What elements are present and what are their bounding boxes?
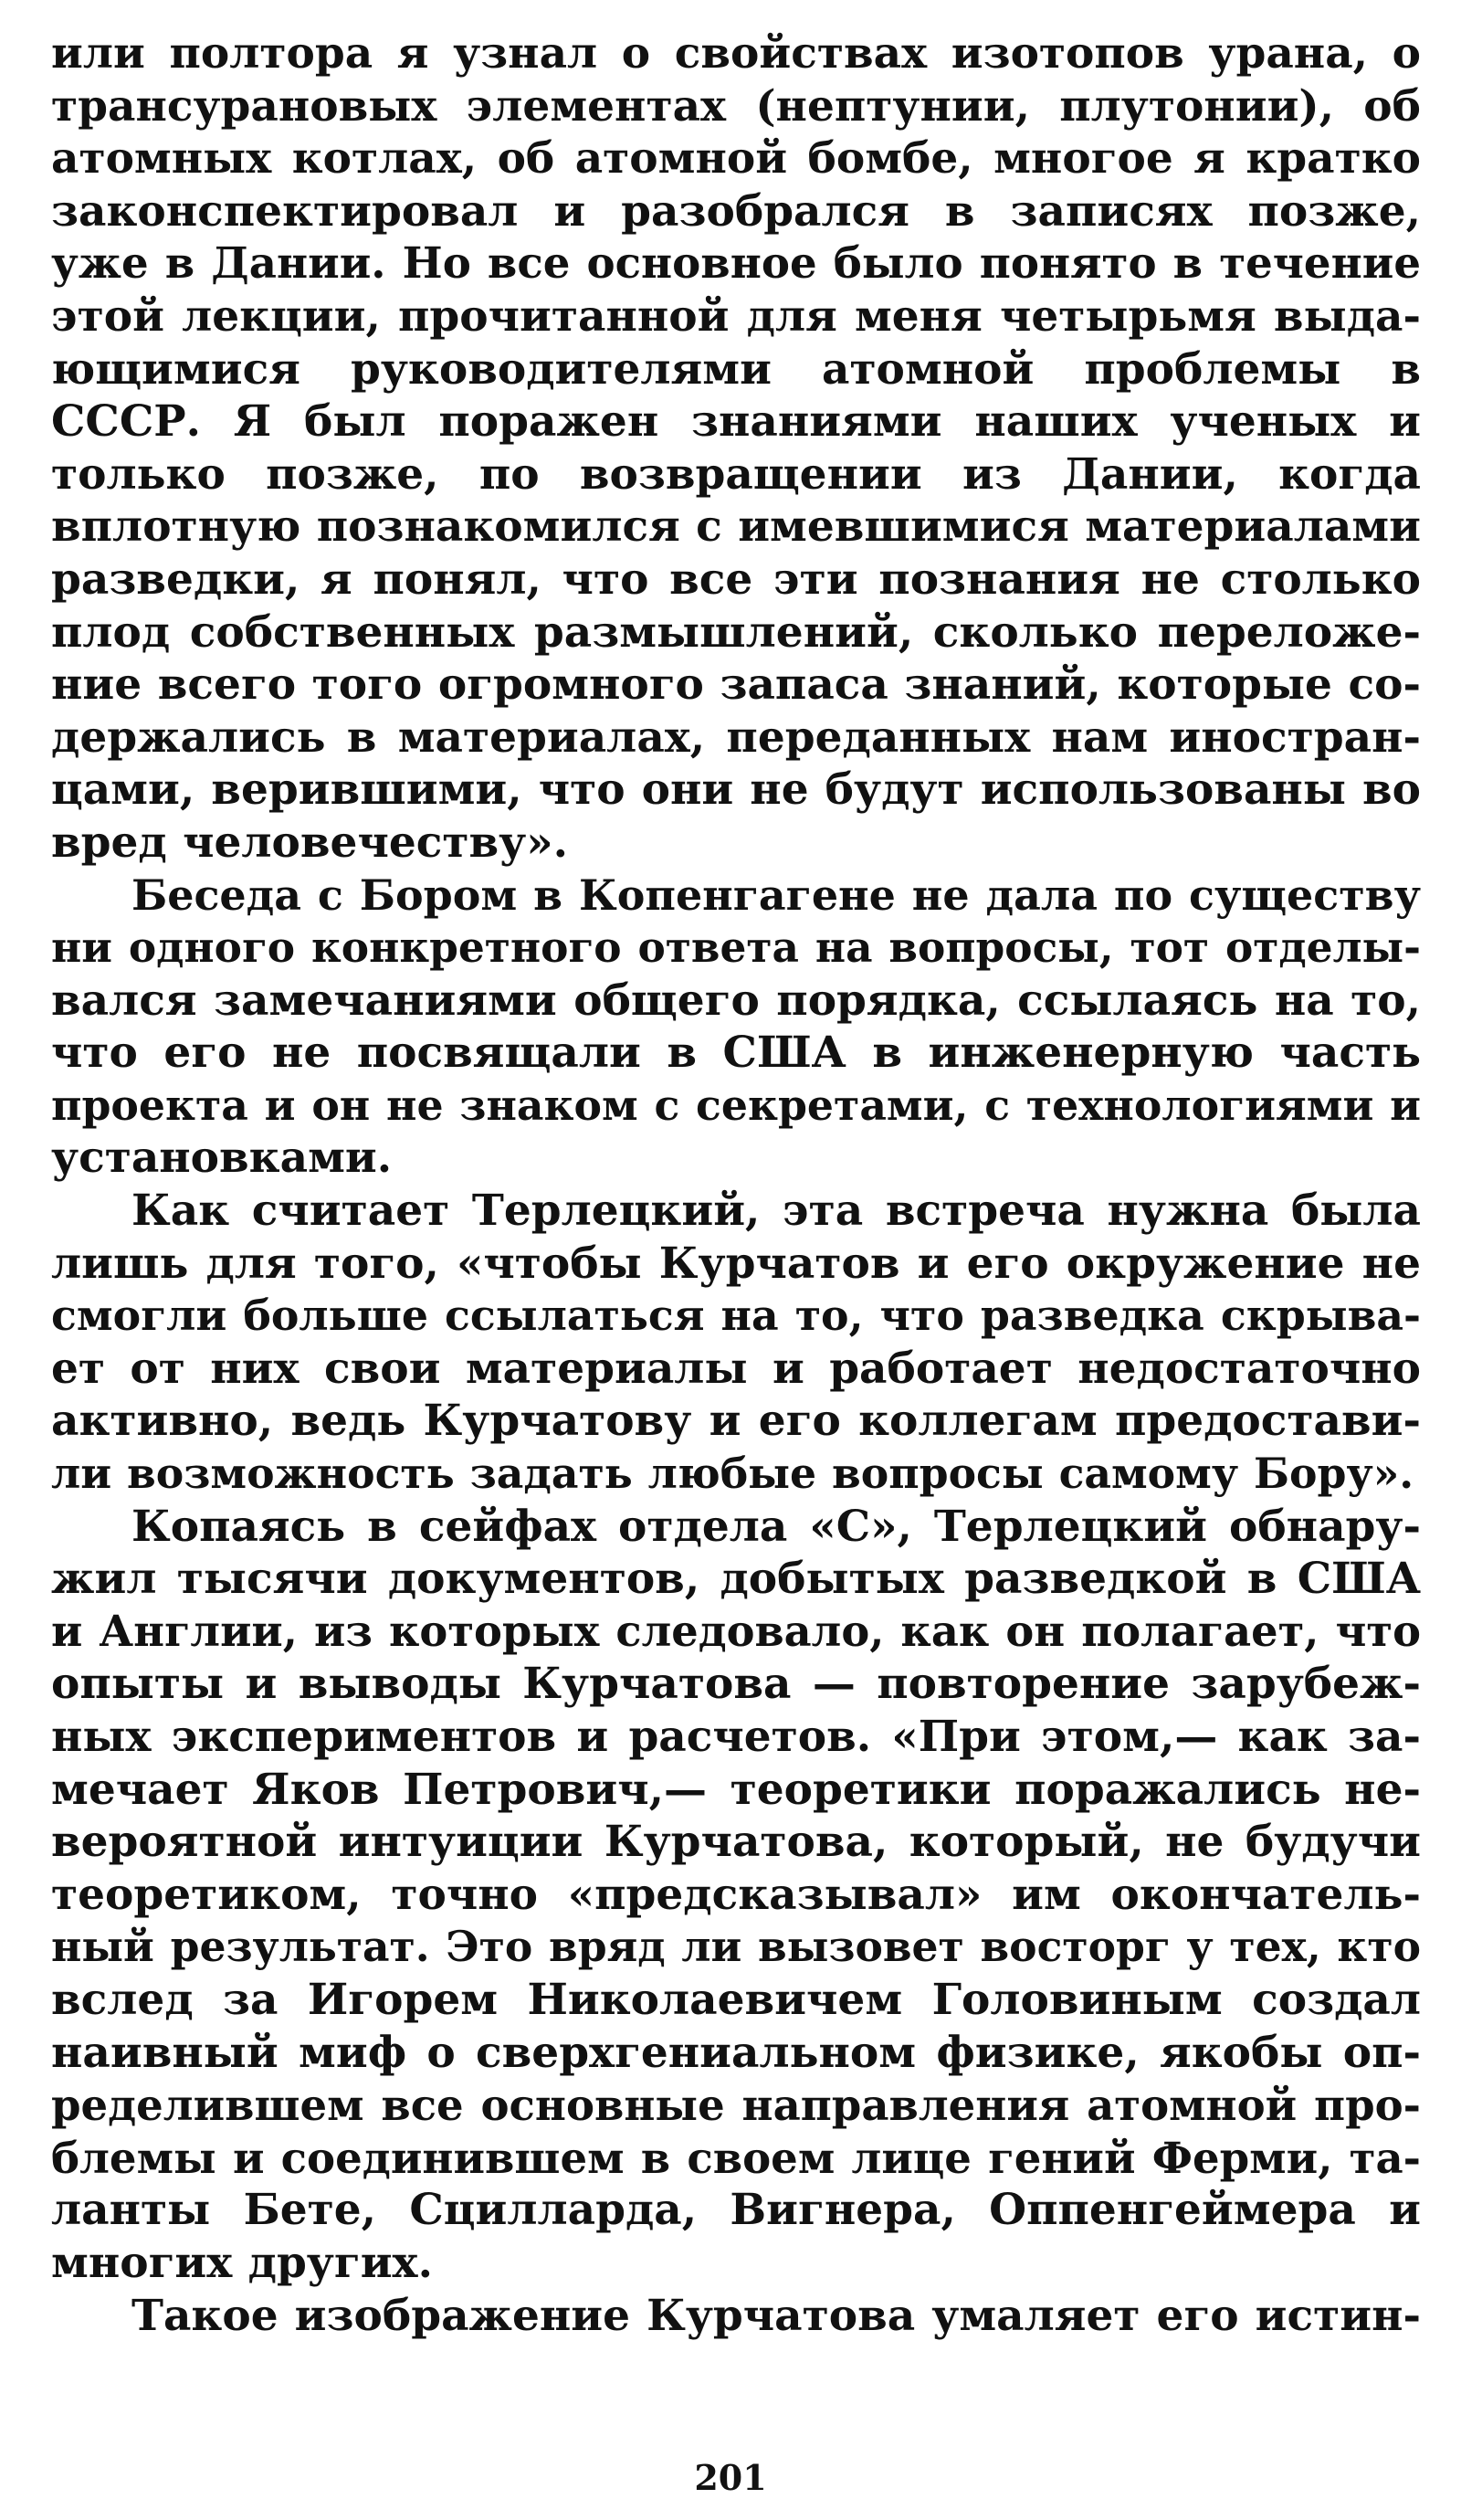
text-line: ни одного конкретного ответа на вопросы, тот отделы- bbox=[51, 923, 1421, 973]
text-line: жил тысячи документов, добытых разведкой в США bbox=[51, 1554, 1421, 1605]
text-line: ющимися руководителями атомной проблемы в bbox=[51, 343, 1421, 395]
text-line: ределившем все основные направления атомной про- bbox=[51, 2080, 1421, 2131]
body-text bbox=[51, 27, 1421, 2342]
text-line: держались в материалах, переданных нам иностран- bbox=[51, 712, 1421, 763]
text-line: плод собственных размышлений, сколько переложе- bbox=[51, 606, 1421, 658]
text-line: смогли больше ссылаться на то, что разведка скрыва- bbox=[51, 1291, 1421, 1341]
text-line: ных экспериментов и расчетов. «При этом,— как за- bbox=[51, 1712, 1421, 1762]
text-line: ние всего того огромного запаса знаний, которые со- bbox=[51, 659, 1421, 711]
text-line: ли возможность задать любые вопросы самому Бору». bbox=[51, 1449, 1414, 1499]
text-line: ланты Бете, Сцилларда, Вигнера, Оппенгеймера и bbox=[51, 2185, 1421, 2236]
text-line: Беседа с Бором в Копенгагене не дала по существу bbox=[131, 870, 1421, 920]
text-line: атомных котлах, об атомной бомбе, многое я кратко bbox=[51, 133, 1421, 185]
text-line: уже в Дании. Но все основное было понято в течение bbox=[51, 238, 1421, 290]
text-line: что его не посвящали в США в инженерную часть bbox=[51, 1028, 1421, 1079]
text-line: законспектировал и разобрался в записях позже, bbox=[51, 185, 1421, 237]
text-line: вслед за Игорем Николаевичем Головиным создал bbox=[51, 1974, 1421, 2025]
text-line: ет от них свои материалы и работает недостаточно bbox=[51, 1343, 1421, 1394]
text-line: многих других. bbox=[51, 2237, 433, 2288]
text-line: Копаясь в сейфах отдела «С», Терлецкий обнару- bbox=[131, 1501, 1421, 1552]
page-body bbox=[51, 27, 1421, 2342]
text-line: разведки, я понял, что все эти познания не столько bbox=[51, 554, 1421, 605]
text-line: наивный миф о сверхгениальном физике, якобы оп- bbox=[51, 2027, 1421, 2078]
text-line: и Англии, из которых следовало, как он полагает, что bbox=[51, 1606, 1421, 1656]
text-line: вероятной интуиции Курчатова, который, не будучи bbox=[51, 1817, 1421, 1868]
text-line: мечает Яков Петрович,— теоретики поражались не- bbox=[51, 1764, 1421, 1815]
text-line: установками. bbox=[51, 1133, 393, 1184]
text-line: этой лекции, прочитанной для меня четырьмя выда- bbox=[51, 290, 1421, 342]
text-line: трансурановых элементах (нептунии, плутонии), об bbox=[51, 80, 1421, 132]
text-line: Такое изображение Курчатова умаляет его истин- bbox=[131, 2290, 1421, 2341]
text-line: теоретиком, точно «предсказывал» им окончатель- bbox=[51, 1869, 1421, 1920]
text-line: ный результат. Это вряд ли вызовет восторг у тех, кто bbox=[51, 1922, 1421, 1972]
text-line: опыты и выводы Курчатова — повторение зарубеж- bbox=[51, 1659, 1421, 1710]
text-line: цами, верившими, что они не будут использованы во bbox=[51, 764, 1421, 816]
text-line: вред человечеству». bbox=[51, 817, 568, 868]
text-line: вплотную познакомился с имевшимися материалами bbox=[51, 501, 1421, 553]
text-line: или полтора я узнал о свойствах изотопов урана, о bbox=[51, 28, 1421, 79]
text-line: вался замечаниями общего порядка, ссылаясь на то, bbox=[51, 975, 1421, 1026]
text-line: блемы и соединившем в своем лице гений Ферми, та- bbox=[51, 2132, 1421, 2183]
text-line: проекта и он не знаком с секретами, с технологиями и bbox=[51, 1080, 1421, 1130]
page-number: 201 bbox=[694, 2457, 767, 2498]
text-line: активно, ведь Курчатову и его коллегам предостави- bbox=[51, 1396, 1421, 1447]
text-line: СССР. Я был поражен знаниями наших ученых и bbox=[51, 396, 1421, 448]
text-line: только позже, по возвращении из Дании, когда bbox=[51, 448, 1421, 500]
text-line: лишь для того, «чтобы Курчатов и его окружение не bbox=[51, 1238, 1421, 1289]
text-line: Как считает Терлецкий, эта встреча нужна была bbox=[131, 1186, 1421, 1237]
